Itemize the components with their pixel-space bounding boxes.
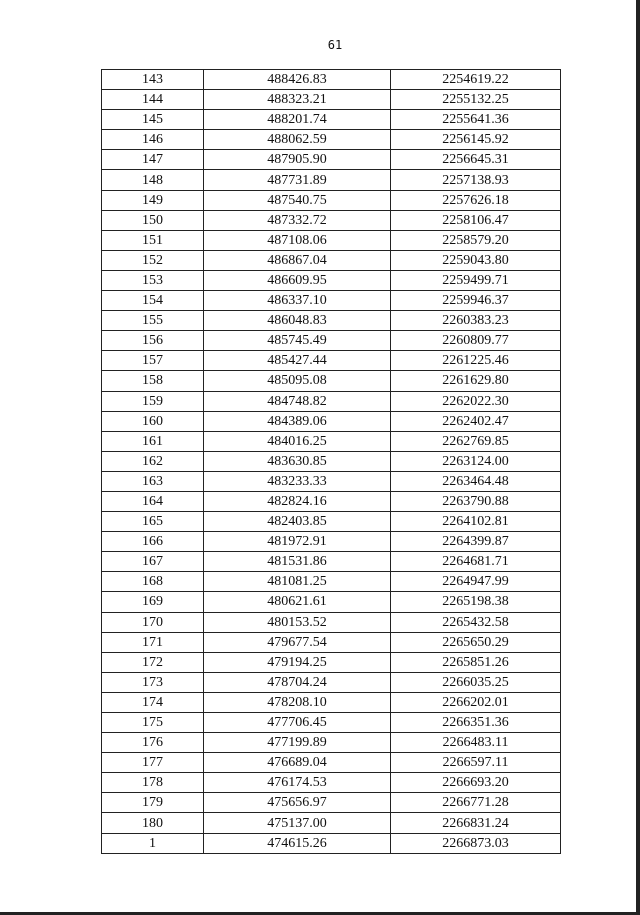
point-id-cell: 1	[102, 833, 204, 853]
y-coordinate-cell: 2256145.92	[391, 130, 561, 150]
point-id-cell: 154	[102, 291, 204, 311]
table-row	[102, 652, 561, 672]
point-id-cell: 146	[102, 130, 204, 150]
table-row	[102, 411, 561, 431]
coordinate-table	[101, 69, 561, 854]
y-coordinate-cell: 2255132.25	[391, 90, 561, 110]
table-row	[102, 150, 561, 170]
x-coordinate-cell: 481081.25	[204, 572, 391, 592]
y-coordinate-cell: 2259946.37	[391, 291, 561, 311]
point-id-cell: 180	[102, 813, 204, 833]
point-id-cell: 165	[102, 512, 204, 532]
point-id-cell: 158	[102, 371, 204, 391]
y-coordinate-cell: 2264399.87	[391, 532, 561, 552]
table-row	[102, 170, 561, 190]
point-id-cell: 172	[102, 652, 204, 672]
y-coordinate-cell: 2266831.24	[391, 813, 561, 833]
x-coordinate-cell: 480621.61	[204, 592, 391, 612]
x-coordinate-cell: 486337.10	[204, 291, 391, 311]
x-coordinate-cell: 484016.25	[204, 431, 391, 451]
point-id-cell: 161	[102, 431, 204, 451]
point-id-cell: 157	[102, 351, 204, 371]
table-row	[102, 733, 561, 753]
y-coordinate-cell: 2254619.22	[391, 70, 561, 90]
point-id-cell: 163	[102, 471, 204, 491]
point-id-cell: 151	[102, 230, 204, 250]
y-coordinate-cell: 2260809.77	[391, 331, 561, 351]
y-coordinate-cell: 2263464.48	[391, 471, 561, 491]
x-coordinate-cell: 480153.52	[204, 612, 391, 632]
point-id-cell: 150	[102, 210, 204, 230]
table-row	[102, 793, 561, 813]
point-id-cell: 159	[102, 391, 204, 411]
point-id-cell: 152	[102, 250, 204, 270]
y-coordinate-cell: 2256645.31	[391, 150, 561, 170]
y-coordinate-cell: 2262402.47	[391, 411, 561, 431]
x-coordinate-cell: 476689.04	[204, 753, 391, 773]
x-coordinate-cell: 487731.89	[204, 170, 391, 190]
y-coordinate-cell: 2262769.85	[391, 431, 561, 451]
x-coordinate-cell: 483630.85	[204, 451, 391, 471]
y-coordinate-cell: 2263790.88	[391, 491, 561, 511]
point-id-cell: 175	[102, 713, 204, 733]
x-coordinate-cell: 486867.04	[204, 250, 391, 270]
x-coordinate-cell: 488201.74	[204, 110, 391, 130]
point-id-cell: 166	[102, 532, 204, 552]
y-coordinate-cell: 2265198.38	[391, 592, 561, 612]
point-id-cell: 153	[102, 270, 204, 290]
point-id-cell: 147	[102, 150, 204, 170]
y-coordinate-cell: 2262022.30	[391, 391, 561, 411]
table-row	[102, 230, 561, 250]
table-row	[102, 612, 561, 632]
table-row	[102, 210, 561, 230]
y-coordinate-cell: 2266351.36	[391, 713, 561, 733]
y-coordinate-cell: 2265851.26	[391, 652, 561, 672]
y-coordinate-cell: 2261225.46	[391, 351, 561, 371]
y-coordinate-cell: 2266483.11	[391, 733, 561, 753]
table-body	[102, 70, 561, 854]
point-id-cell: 168	[102, 572, 204, 592]
x-coordinate-cell: 475656.97	[204, 793, 391, 813]
x-coordinate-cell: 487540.75	[204, 190, 391, 210]
table-row	[102, 833, 561, 853]
table-row	[102, 592, 561, 612]
table-row	[102, 632, 561, 652]
point-id-cell: 162	[102, 451, 204, 471]
table-row	[102, 471, 561, 491]
y-coordinate-cell: 2258579.20	[391, 230, 561, 250]
point-id-cell: 170	[102, 612, 204, 632]
x-coordinate-cell: 479194.25	[204, 652, 391, 672]
point-id-cell: 179	[102, 793, 204, 813]
x-coordinate-cell: 488323.21	[204, 90, 391, 110]
table-row	[102, 713, 561, 733]
y-coordinate-cell: 2259043.80	[391, 250, 561, 270]
table-row	[102, 672, 561, 692]
point-id-cell: 169	[102, 592, 204, 612]
y-coordinate-cell: 2266035.25	[391, 672, 561, 692]
point-id-cell: 177	[102, 753, 204, 773]
y-coordinate-cell: 2266693.20	[391, 773, 561, 793]
x-coordinate-cell: 479677.54	[204, 632, 391, 652]
x-coordinate-cell: 477706.45	[204, 713, 391, 733]
x-coordinate-cell: 474615.26	[204, 833, 391, 853]
scan-edge-right	[636, 0, 640, 915]
table-row	[102, 431, 561, 451]
table-row	[102, 331, 561, 351]
x-coordinate-cell: 475137.00	[204, 813, 391, 833]
table-row	[102, 371, 561, 391]
y-coordinate-cell: 2266771.28	[391, 793, 561, 813]
point-id-cell: 176	[102, 733, 204, 753]
table-row	[102, 291, 561, 311]
x-coordinate-cell: 476174.53	[204, 773, 391, 793]
table-row	[102, 190, 561, 210]
point-id-cell: 156	[102, 331, 204, 351]
point-id-cell: 171	[102, 632, 204, 652]
x-coordinate-cell: 487332.72	[204, 210, 391, 230]
x-coordinate-cell: 485745.49	[204, 331, 391, 351]
table-row	[102, 110, 561, 130]
x-coordinate-cell: 487108.06	[204, 230, 391, 250]
y-coordinate-cell: 2257626.18	[391, 190, 561, 210]
table-row	[102, 692, 561, 712]
table-row	[102, 451, 561, 471]
x-coordinate-cell: 486609.95	[204, 270, 391, 290]
table-row	[102, 70, 561, 90]
table-row	[102, 351, 561, 371]
x-coordinate-cell: 488426.83	[204, 70, 391, 90]
table-row	[102, 572, 561, 592]
x-coordinate-cell: 482403.85	[204, 512, 391, 532]
point-id-cell: 164	[102, 491, 204, 511]
table-row	[102, 491, 561, 511]
page-number: 61	[327, 38, 343, 52]
y-coordinate-cell: 2266873.03	[391, 833, 561, 853]
point-id-cell: 160	[102, 411, 204, 431]
point-id-cell: 155	[102, 311, 204, 331]
x-coordinate-cell: 488062.59	[204, 130, 391, 150]
table-row	[102, 270, 561, 290]
table-row	[102, 753, 561, 773]
x-coordinate-cell: 478208.10	[204, 692, 391, 712]
x-coordinate-cell: 482824.16	[204, 491, 391, 511]
x-coordinate-cell: 484389.06	[204, 411, 391, 431]
y-coordinate-cell: 2259499.71	[391, 270, 561, 290]
table-row	[102, 512, 561, 532]
point-id-cell: 178	[102, 773, 204, 793]
table-row	[102, 391, 561, 411]
point-id-cell: 148	[102, 170, 204, 190]
x-coordinate-cell: 485427.44	[204, 351, 391, 371]
y-coordinate-cell: 2265432.58	[391, 612, 561, 632]
table-row	[102, 813, 561, 833]
table-row	[102, 532, 561, 552]
x-coordinate-cell: 485095.08	[204, 371, 391, 391]
y-coordinate-cell: 2263124.00	[391, 451, 561, 471]
y-coordinate-cell: 2266597.11	[391, 753, 561, 773]
x-coordinate-cell: 481531.86	[204, 552, 391, 572]
y-coordinate-cell: 2264102.81	[391, 512, 561, 532]
table-row	[102, 250, 561, 270]
x-coordinate-cell: 487905.90	[204, 150, 391, 170]
point-id-cell: 167	[102, 552, 204, 572]
table-row	[102, 773, 561, 793]
table-row	[102, 90, 561, 110]
y-coordinate-cell: 2260383.23	[391, 311, 561, 331]
point-id-cell: 144	[102, 90, 204, 110]
point-id-cell: 145	[102, 110, 204, 130]
x-coordinate-cell: 478704.24	[204, 672, 391, 692]
point-id-cell: 143	[102, 70, 204, 90]
y-coordinate-cell: 2258106.47	[391, 210, 561, 230]
y-coordinate-cell: 2266202.01	[391, 692, 561, 712]
point-id-cell: 149	[102, 190, 204, 210]
y-coordinate-cell: 2261629.80	[391, 371, 561, 391]
x-coordinate-cell: 486048.83	[204, 311, 391, 331]
x-coordinate-cell: 477199.89	[204, 733, 391, 753]
x-coordinate-cell: 481972.91	[204, 532, 391, 552]
table-row	[102, 552, 561, 572]
table-row	[102, 311, 561, 331]
y-coordinate-cell: 2255641.36	[391, 110, 561, 130]
y-coordinate-cell: 2265650.29	[391, 632, 561, 652]
x-coordinate-cell: 483233.33	[204, 471, 391, 491]
x-coordinate-cell: 484748.82	[204, 391, 391, 411]
point-id-cell: 173	[102, 672, 204, 692]
point-id-cell: 174	[102, 692, 204, 712]
y-coordinate-cell: 2264947.99	[391, 572, 561, 592]
y-coordinate-cell: 2257138.93	[391, 170, 561, 190]
table-row	[102, 130, 561, 150]
y-coordinate-cell: 2264681.71	[391, 552, 561, 572]
